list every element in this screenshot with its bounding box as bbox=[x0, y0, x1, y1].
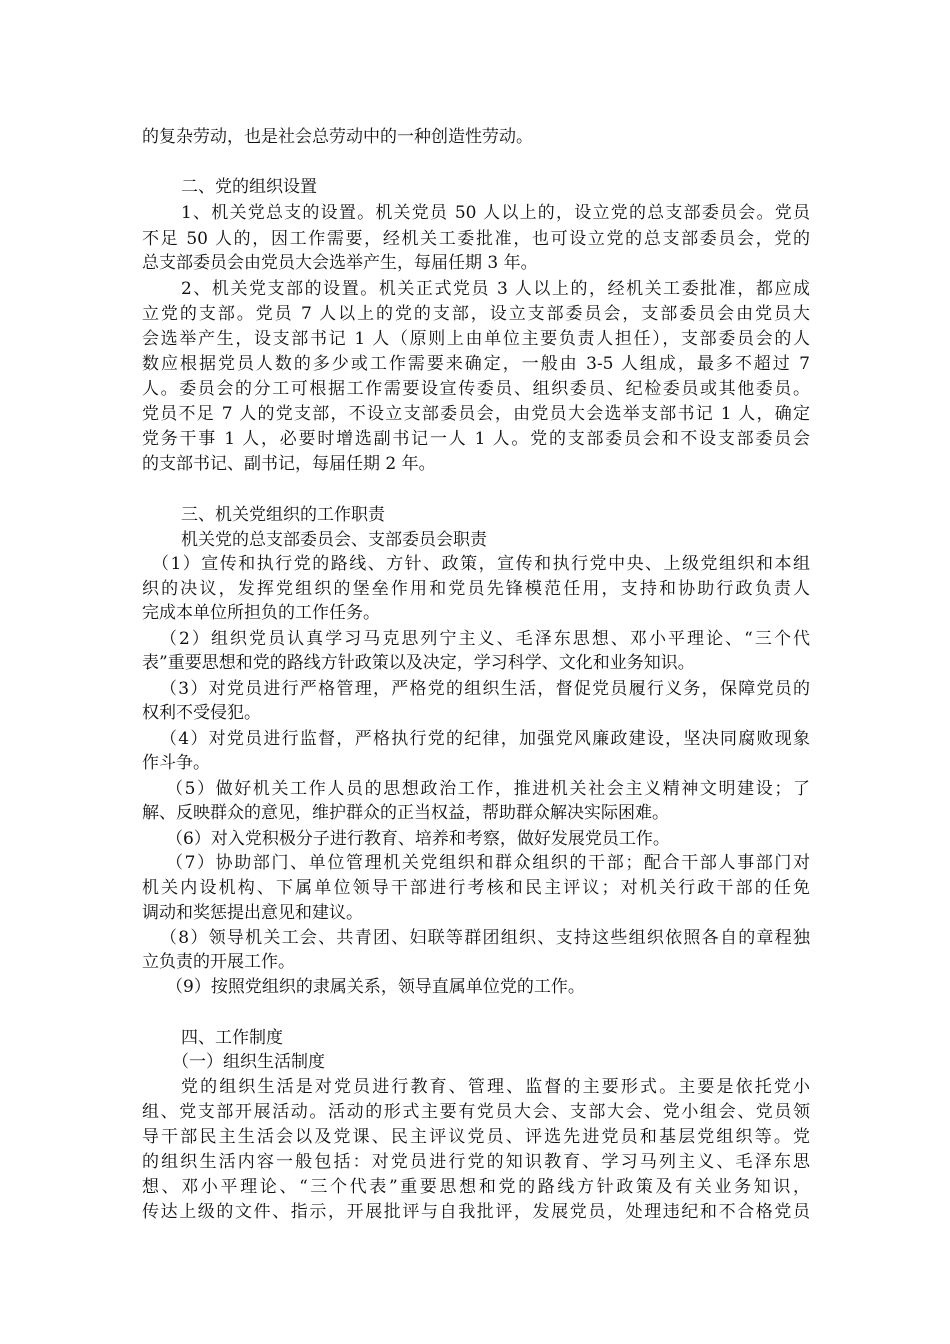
list-item: （2）组织党员认真学习马克思列宁主义、毛泽东思想、邓小平理论、“三个代 bbox=[160, 629, 810, 649]
list-item: （8）领导机关工会、共青团、妇联等群团组织、支持这些组织依照各自的章程独 bbox=[160, 928, 810, 948]
text-line: 完成本单位所担负的工作任务。 bbox=[142, 603, 380, 623]
list-item: （4）对党员进行监督，严格执行党的纪律，加强党风廉政建设，坚决同腐败现象 bbox=[160, 729, 810, 749]
text-line: 人。委员会的分工可根据工作需要设宣传委员、组织委员、纪检委员或其他委员。 bbox=[142, 379, 810, 399]
list-item: （7）协助部门、单位管理机关党组织和群众组织的干部；配合干部人事部门对 bbox=[166, 853, 810, 873]
section-heading: 三、机关党组织的工作职责 bbox=[181, 505, 385, 525]
subsection-heading: （一）组织生活制度 bbox=[172, 1052, 325, 1072]
text-line: 的复杂劳动，也是社会总劳动中的一种创造性劳动。 bbox=[142, 127, 533, 147]
text-line: 2、机关党支部的设置。机关正式党员 3 人以上的，经机关工委批准，都应成 bbox=[181, 279, 810, 299]
text-line: 权利不受侵犯。 bbox=[142, 703, 261, 723]
list-item: （9）按照党组织的隶属关系，领导直属单位党的工作。 bbox=[166, 977, 585, 997]
list-item: （1）宣传和执行党的路线、方针、政策，宣传和执行党中央、上级党组织和本组 bbox=[152, 554, 810, 574]
subsection-heading: 机关党的总支部委员会、支部委员会职责 bbox=[181, 530, 487, 550]
text-line: 立负责的开展工作。 bbox=[142, 952, 295, 972]
text-line: 织的决议，发挥党组织的堡垒作用和党员先锋模范任用，支持和协助行政负责人 bbox=[142, 579, 810, 599]
section-heading: 二、党的组织设置 bbox=[181, 177, 317, 197]
text-line: 的支部书记、副书记，每届任期 2 年。 bbox=[142, 454, 436, 474]
list-item: （3）对党员进行严格管理，严格党的组织生活，督促党员履行义务，保障党员的 bbox=[160, 679, 810, 699]
text-line: 数应根据党员人数的多少或工作需要来确定，一般由 3-5 人组成，最多不超过 7 bbox=[142, 354, 810, 374]
text-line: 党的组织生活是对党员进行教育、管理、监督的主要形式。主要是依托党小 bbox=[181, 1077, 810, 1097]
text-line: 组、党支部开展活动。活动的形式主要有党员大会、支部大会、党小组会、党员领 bbox=[142, 1102, 810, 1122]
text-line: 会选举产生，设支部书记 1 人（原则上由单位主要负责人担任），支部委员会的人 bbox=[142, 329, 810, 349]
text-line: 想、邓小平理论、“三个代表”重要思想和党的路线方针政策及有关业务知识， bbox=[142, 1177, 810, 1197]
text-line: 的组织生活内容一般包括：对党员进行党的知识教育、学习马列主义、毛泽东思 bbox=[142, 1152, 810, 1172]
text-line: 作斗争。 bbox=[142, 753, 210, 773]
section-heading: 四、工作制度 bbox=[181, 1028, 283, 1048]
text-line: 调动和奖惩提出意见和建议。 bbox=[142, 903, 363, 923]
text-line: 解、反映群众的意见，维护群众的正当权益，帮助群众解决实际困难。 bbox=[142, 803, 669, 823]
list-item: （6）对入党积极分子进行教育、培养和考察，做好发展党员工作。 bbox=[166, 829, 670, 849]
text-line: 传达上级的文件、指示，开展批评与自我批评，发展党员，处理违纪和不合格党员 bbox=[142, 1202, 810, 1222]
text-line: 不足 50 人的，因工作需要，经机关工委批准，也可设立党的总支部委员会，党的 bbox=[142, 229, 810, 249]
text-line: 党员不足 7 人的党支部，不设立支部委员会，由党员大会选举支部书记 1 人，确定 bbox=[142, 404, 810, 424]
text-line: 机关内设机构、下属单位领导干部进行考核和民主评议；对机关行政干部的任免 bbox=[142, 878, 810, 898]
text-line: 总支部委员会由党员大会选举产生，每届任期 3 年。 bbox=[142, 253, 538, 273]
text-line: 立党的支部。党员 7 人以上的党的支部，设立支部委员会，支部委员会由党员大 bbox=[142, 304, 810, 324]
text-line: 党务干事 1 人，必要时增选副书记一人 1 人。党的支部委员会和不设支部委员会 bbox=[142, 429, 810, 449]
text-line: 表”重要思想和党的路线方针政策以及决定，学习科学、文化和业务知识。 bbox=[142, 653, 695, 673]
text-line: 导干部民主生活会以及党课、民主评议党员、评选先进党员和基层党组织等。党 bbox=[142, 1127, 810, 1147]
list-item: （5）做好机关工作人员的思想政治工作，推进机关社会主义精神文明建设；了 bbox=[166, 779, 810, 799]
text-line: 1、机关党总支的设置。机关党员 50 人以上的，设立党的总支部委员会。党员 bbox=[181, 203, 810, 223]
